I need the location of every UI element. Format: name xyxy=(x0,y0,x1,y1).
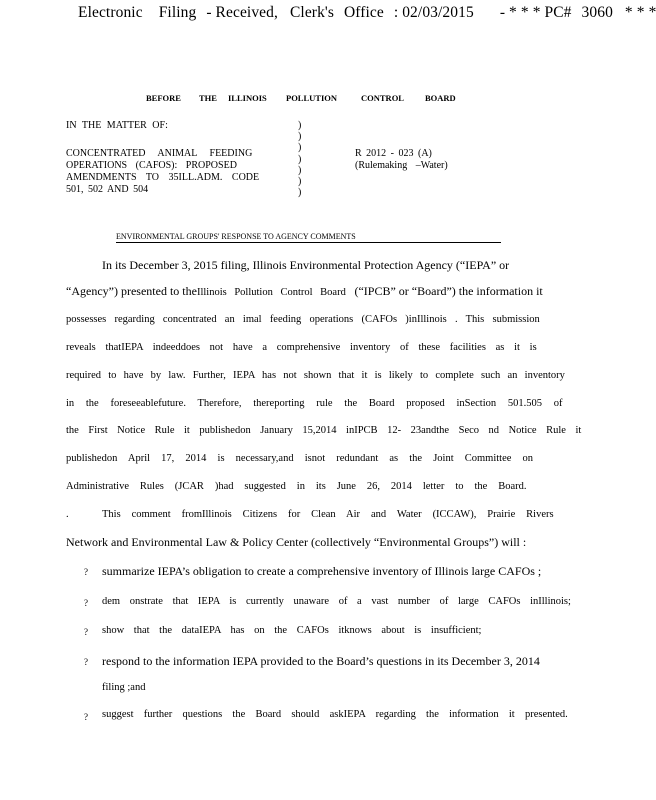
stray-dot: . xyxy=(66,509,69,520)
stamp-word: Filing xyxy=(158,4,197,21)
board-heading-word: ILLINOIS xyxy=(228,93,267,103)
response-title: ENVIRONMENTAL GROUPS' RESPONSE TO AGENCY COMMENTS xyxy=(116,232,501,243)
paren: ) xyxy=(298,153,302,165)
body-line: the First Notice Rule it publishedon January 15,2014 inIPCB 12- 23andthe Seco nd Notice Rule it xyxy=(66,425,582,436)
caption-paren-column xyxy=(298,120,301,198)
board-heading-word: BEFORE xyxy=(146,93,181,103)
caption-line: AMENDMENTS TO 35ILL.ADM. CODE xyxy=(66,172,260,183)
bullet-marker: ? xyxy=(84,567,88,577)
bullet-marker: ? xyxy=(84,657,88,667)
body-line: possesses regarding concentrated an imal feeding operations (CAFOs )inIllinois . This submission xyxy=(66,314,540,325)
body-line: This comment fromIllinois Citizens for Clean Air and Water (ICCAW), Prairie Rivers xyxy=(102,509,554,520)
board-heading-word: BOARD xyxy=(425,93,456,103)
bullet-text: suggest further questions the Board should askIEPA regarding the information it presented. xyxy=(102,709,568,720)
stamp-word: - Received, xyxy=(206,4,278,21)
paren: ) xyxy=(298,142,302,154)
bullet-text: respond to the information IEPA provided to the Board’s questions in its December 3, 2014 xyxy=(102,654,540,668)
board-heading-word: CONTROL xyxy=(361,93,404,103)
stamp-pc-number: 3060 xyxy=(581,4,613,21)
paren: ) xyxy=(298,176,302,188)
paren: ) xyxy=(298,120,302,131)
stamp-word: - * * * PC# xyxy=(499,4,572,21)
body-text: Illinois Pollution Control Board xyxy=(196,287,346,298)
bullet-marker: ? xyxy=(84,712,88,722)
caption-line: OPERATIONS (CAFOS): PROPOSED xyxy=(66,160,237,171)
body-line xyxy=(66,284,543,299)
paren: ) xyxy=(298,164,302,176)
stamp-word: * * * xyxy=(624,4,656,21)
body-line: Administrative Rules (JCAR )had suggested in its June 26, 2014 letter to the Board. xyxy=(66,481,527,492)
caption-line: 501, 502 AND 504 xyxy=(66,184,149,195)
body-line: Network and Environmental Law & Policy Center (collectively “Environmental Groups”) will : xyxy=(66,535,527,549)
body-line: In its December 3, 2015 filing, Illinois Environmental Protection Agency (“IEPA” or xyxy=(102,258,510,272)
stamp-word: Electronic xyxy=(78,4,143,21)
stamp-word: Clerk's xyxy=(289,4,334,21)
body-line: in the foreseeablefuture. Therefore, thereporting rule the Board proposed inSection 501.505 of xyxy=(66,398,563,409)
filing-stamp-header xyxy=(78,4,656,22)
body-text: “Agency”) presented to the xyxy=(66,284,197,298)
bullet-text: show that the dataIEPA has on the CAFOs itknows about is insufficient; xyxy=(102,625,482,636)
bullet-marker: ? xyxy=(84,598,88,608)
caption-matter: IN THE MATTER OF: xyxy=(66,120,168,131)
bullet-text: summarize IEPA’s obligation to create a comprehensive inventory of Illinois large CAFOs ; xyxy=(102,564,542,578)
caption-line: CONCENTRATED ANIMAL FEEDING xyxy=(66,148,253,159)
body-line: reveals thatIEPA indeeddoes not have a comprehensive inventory of these facilities as it is xyxy=(66,342,537,353)
body-line: required to have by law. Further, IEPA has not shown that it is likely to complete such an inventory xyxy=(66,370,565,381)
stamp-word: Office xyxy=(343,4,384,21)
board-heading-word: POLLUTION xyxy=(286,93,338,103)
docket-type: (Rulemaking –Water) xyxy=(355,160,448,171)
paren: ) xyxy=(298,131,302,143)
body-line: publishedon April 17, 2014 is necessary,and isnot redundant as the Joint Committee on xyxy=(66,453,534,464)
docket-number: R 2012 - 023 (A) xyxy=(355,148,432,159)
bullet-text: dem onstrate that IEPA is currently unaware of a vast number of large CAFOs inIllinois; xyxy=(102,596,571,607)
paren: ) xyxy=(298,187,302,199)
bullet-text: filing ;and xyxy=(102,682,146,693)
board-heading-word: THE xyxy=(199,93,217,103)
bullet-marker: ? xyxy=(84,627,88,637)
stamp-date: : 02/03/2015 xyxy=(393,4,474,21)
body-text: (“IPCB” or “Board”) the information it xyxy=(354,284,543,298)
